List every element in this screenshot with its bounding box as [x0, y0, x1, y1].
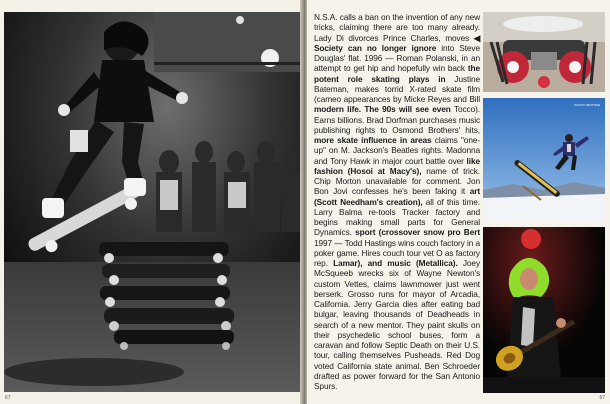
photo-credit: PHOTO: BRITTAIN	[574, 103, 600, 107]
page-number-left: 67	[5, 395, 11, 401]
article-text-run: claims "one-up" on M. Jackson's Beatles rights. Madonna and Tony Hawk in major court battle over	[314, 135, 481, 166]
skateboarder-boneless-icon	[4, 12, 300, 392]
article-callout-run: the potent role skating plays in	[314, 63, 480, 84]
skate-wheels-photo	[483, 12, 605, 92]
snowboarder-air-icon	[483, 98, 605, 222]
article-callout-run: art (Scott Needham's creation),	[314, 186, 480, 207]
skateboarder-photo	[4, 12, 300, 392]
article-column	[314, 12, 480, 392]
article-text-run: Justine Bateman, makes torrid X-rated skate film (cameo appearances by Micke Reyes and Bill	[314, 73, 480, 104]
article-callout-run: modern life. The 90s will see even	[314, 104, 451, 115]
article-callout-run: Lamar), and music (Metallica).	[333, 258, 458, 268]
article-text-run: all of this time. Larry Balma re-tools Tracker factory and begins making small parts for General Dynamics.	[314, 196, 480, 238]
article-text-run: 1997 — Todd Hastings wins couch factory in a poker game. Hires couch tour vet O as factory rep.	[314, 237, 480, 268]
guitarist-concert-icon	[483, 227, 605, 393]
article-text-run: N.S.A. calls a ban on the invention of any new tricks, claiming there are too many already. Lady Di divorces Prince Charles, moves	[314, 12, 480, 43]
article-text-run: Joey McSqueeb wrecks six of Wayne Newton's custom Vettes, claims lawnmower just went berserk. Grosso runs for mayor of Arcadia, California. Jerry Garcia dies after eating bad bulgar, leaving thousands of Deadheads in search of a new mentor. They paint skulls on their psychedelic school buses, form a caravan and follow Septic Death on their U.S. tour, calling themselves Pusheads. Red Dog voted California state animal. Ben Schroeder drafted as power forward for the San Antonio Spurs.	[314, 258, 480, 391]
article-body	[314, 12, 480, 391]
article-callout-run: ◀ Society can no longer ignore	[314, 32, 480, 53]
page-number-right: 67	[599, 395, 605, 401]
skateboard-wheels-icon	[483, 12, 605, 92]
article-text-run: Tocco). Earns billions. Brad Dorfman purchases music publishing rights to Osmond Brothers' hits,	[314, 104, 480, 135]
snowboarder-photo	[483, 98, 605, 222]
article-text-run: into Steve Douglas' flat. 1996 — Roman Polanski, in an attempt to get hip and hopefully win back	[314, 42, 480, 74]
guitarist-photo	[483, 227, 605, 393]
article-callout-run: like fashion (Hosoi at Macy's),	[314, 155, 480, 176]
article-text-run: name of trick. Chip Morton unavailable for comment. Jon Bon Jovi confesses he's been faking it	[314, 165, 480, 197]
left-page	[0, 0, 302, 404]
article-callout-run: more skate influence in areas	[314, 135, 432, 145]
article-callout-run: sport (crossover snow pro Bert	[355, 227, 481, 238]
